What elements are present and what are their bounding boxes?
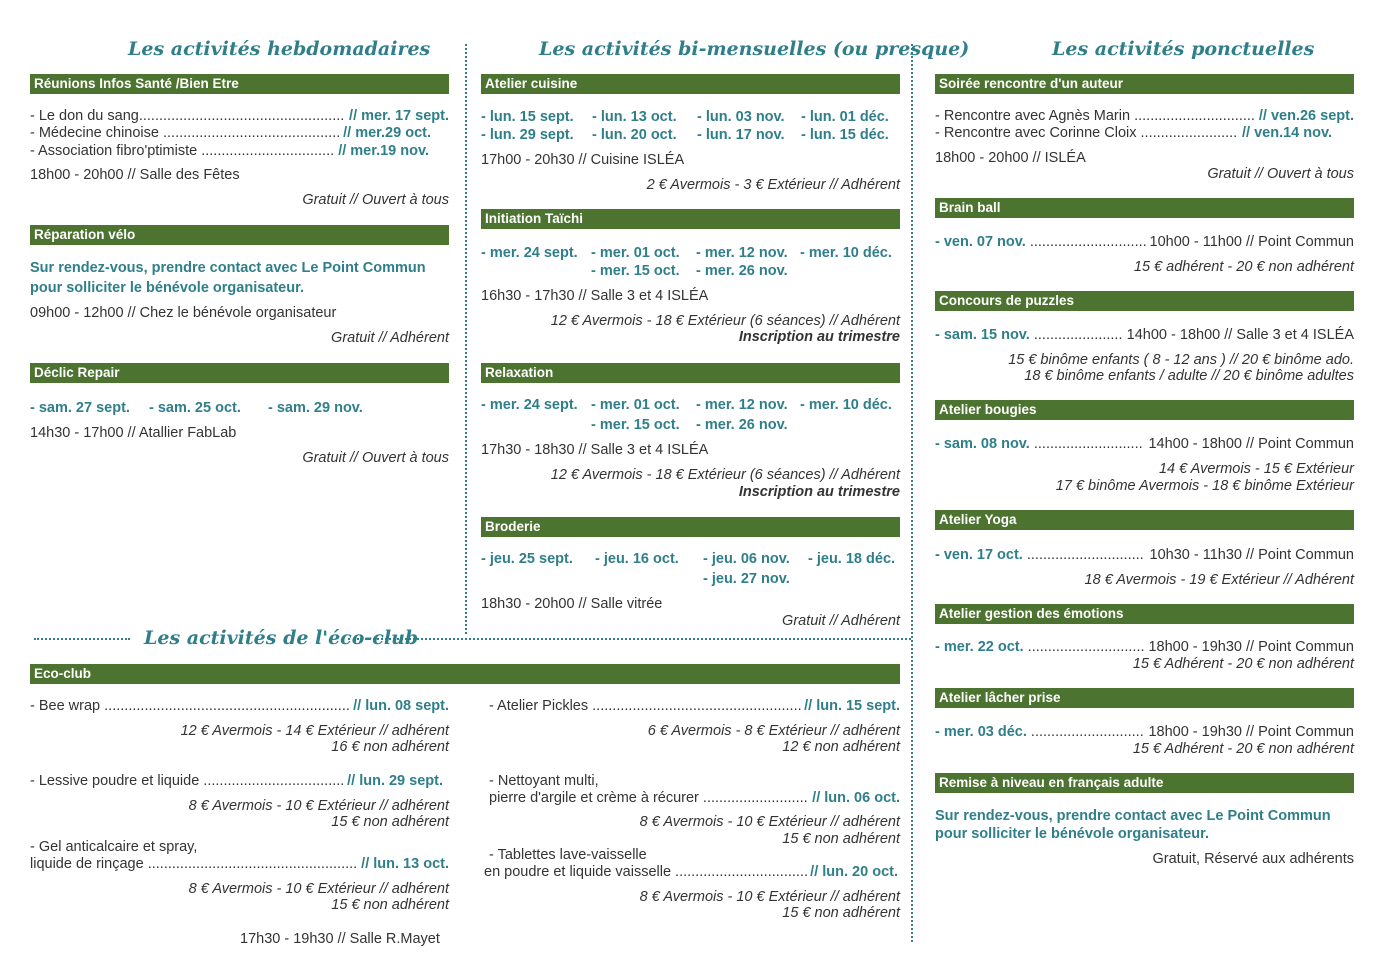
- yoga-row: - ven. 17 oct. ............................. 10h30 - 11h30 // Point Commun: [935, 547, 1354, 563]
- auteur-item-2: - Rencontre avec Corinne Cloix ........................ // ven.14 nov.: [935, 125, 1332, 141]
- bougies-price-1: 14 € Avermois - 15 € Extérieur: [1158, 461, 1354, 477]
- eco-price: 15 € non adhérent: [331, 897, 449, 913]
- yoga-header: Atelier Yoga: [935, 510, 1354, 530]
- eco-price: 12 € Avermois - 14 € Extérieur // adhérent: [180, 723, 449, 739]
- eco-price: 16 € non adhérent: [331, 739, 449, 755]
- eco-price: 12 € non adhérent: [782, 739, 900, 755]
- taichi-header: Initiation Taïchi: [481, 209, 900, 229]
- cuisine-date: - lun. 17 nov.: [697, 127, 785, 143]
- cuisine-date: - lun. 01 déc.: [801, 109, 889, 125]
- taichi-price: 12 € Avermois - 18 € Extérieur (6 séances) // Adhérent: [550, 313, 900, 329]
- sante-item-3: - Association fibro'ptimiste ................................. // mer.19 nov.: [30, 143, 429, 159]
- lacher-header: Atelier lâcher prise: [935, 688, 1354, 708]
- eco-item: - Bee wrap ............................................................. // lun. 08 sept.: [30, 698, 449, 714]
- bimonthly-title: Les activités bi-mensuelles (ou presque): [539, 38, 970, 60]
- emotions-row: - mer. 22 oct. ............................. 18h00 - 19h30 // Point Commun: [935, 639, 1354, 655]
- occasional-column: [935, 0, 1354, 880]
- relax-date: - mer. 24 sept.: [481, 397, 578, 413]
- ecoclub-title: Les activités de l'éco-club: [144, 627, 419, 649]
- eco-price: 8 € Avermois - 10 € Extérieur // adhérent: [188, 798, 449, 814]
- broderie-price: Gratuit // Adhérent: [782, 613, 900, 629]
- cuisine-date: - lun. 13 oct.: [592, 109, 677, 125]
- eco-item: liquide de rinçage .................................................... // lun. 13 oct.: [30, 856, 449, 872]
- cuisine-date: - lun. 15 déc.: [801, 127, 889, 143]
- francais-price: Gratuit, Réservé aux adhérents: [1152, 851, 1354, 867]
- sante-date-3: // mer.19 nov.: [338, 143, 429, 159]
- bougies-header: Atelier bougies: [935, 400, 1354, 420]
- broderie-header: Broderie: [481, 517, 900, 537]
- broderie-date: - jeu. 25 sept.: [481, 551, 573, 567]
- broderie-date: - jeu. 27 nov.: [703, 571, 790, 587]
- eco-price: 15 € non adhérent: [331, 814, 449, 830]
- relax-date: - mer. 10 déc.: [800, 397, 892, 413]
- sante-date-1: // mer. 17 sept.: [349, 108, 449, 124]
- relax-header: Relaxation: [481, 363, 900, 383]
- eco-price: 8 € Avermois - 10 € Extérieur // adhérent: [188, 881, 449, 897]
- eco-item: pierre d'argile et crème à récurer .......................... // lun. 06 oct.: [489, 790, 900, 806]
- velo-note-2: pour solliciter le bénévole organisateur.: [30, 280, 304, 296]
- auteur-price: Gratuit // Ouvert à tous: [1207, 166, 1354, 182]
- auteur-time: 18h00 - 20h00 // ISLÉA: [935, 150, 1086, 166]
- sante-item-1: - Le don du sang................................................... // mer. 17 sept.: [30, 108, 449, 124]
- francais-note-1: Sur rendez-vous, prendre contact avec Le Point Commun: [935, 808, 1331, 824]
- yoga-price: 18 € Avermois - 19 € Extérieur // Adhérent: [1084, 572, 1354, 588]
- eco-price: 6 € Avermois - 8 € Extérieur // adhérent: [647, 723, 900, 739]
- ecoclub-left: [30, 0, 449, 950]
- divider-col2-col3: [911, 44, 913, 942]
- declic-date-3: - sam. 29 nov.: [268, 400, 363, 416]
- auteur-item-1: - Rencontre avec Agnès Marin .............................. // ven.26 sept.: [935, 108, 1354, 124]
- cuisine-date: - lun. 29 sept.: [481, 127, 574, 143]
- taichi-date: - mer. 24 sept.: [481, 245, 578, 261]
- sante-price: Gratuit // Ouvert à tous: [302, 192, 449, 208]
- lacher-row: - mer. 03 déc. ............................ 18h00 - 19h30 // Point Commun: [935, 724, 1354, 740]
- brainball-header: Brain ball: [935, 198, 1354, 218]
- velo-note-1: Sur rendez-vous, prendre contact avec Le Point Commun: [30, 260, 426, 276]
- relax-date: - mer. 12 nov.: [696, 397, 788, 413]
- puzzles-header: Concours de puzzles: [935, 291, 1354, 311]
- relax-time: 17h30 - 18h30 // Salle 3 et 4 ISLÉA: [481, 442, 709, 458]
- cuisine-date: - lun. 15 sept.: [481, 109, 574, 125]
- eco-item: - Atelier Pickles .................................................... // lun. 15 sept.: [489, 698, 900, 714]
- eco-price: 8 € Avermois - 10 € Extérieur // adhérent: [639, 814, 900, 830]
- occasional-title: Les activités ponctuelles: [1052, 38, 1315, 60]
- cuisine-price: 2 € Avermois - 3 € Extérieur // Adhérent: [646, 177, 900, 193]
- velo-time: 09h00 - 12h00 // Chez le bénévole organisateur: [30, 305, 337, 321]
- lacher-price: 15 € Adhérent - 20 € non adhérent: [1132, 741, 1354, 757]
- sante-date-2: // mer.29 oct.: [343, 125, 431, 141]
- taichi-date: - mer. 15 oct.: [591, 263, 680, 279]
- ecoclub-header: Eco-club: [30, 664, 900, 684]
- sante-header: Réunions Infos Santé /Bien Etre: [30, 74, 449, 94]
- cuisine-time: 17h00 - 20h30 // Cuisine ISLÉA: [481, 152, 685, 168]
- relax-date: - mer. 26 nov.: [696, 417, 788, 433]
- puzzles-price-2: 18 € binôme enfants / adulte // 20 € binôme adultes: [1024, 368, 1354, 384]
- divider-col1-col2: [465, 44, 467, 634]
- eco-price: 8 € Avermois - 10 € Extérieur // adhérent: [639, 889, 900, 905]
- eco-price: 15 € non adhérent: [782, 905, 900, 921]
- relax-date: - mer. 01 oct.: [591, 397, 680, 413]
- taichi-date: - mer. 01 oct.: [591, 245, 680, 261]
- taichi-date: - mer. 26 nov.: [696, 263, 788, 279]
- eco-item-label: - Gel anticalcaire et spray,: [30, 839, 198, 855]
- brainball-row: - ven. 07 nov. ............................. 10h00 - 11h00 // Point Commun: [935, 234, 1354, 250]
- eco-item-label: - Tablettes lave-vaisselle: [489, 847, 647, 863]
- eco-item: - Lessive poudre et liquide ................................... // lun. 29 sept.: [30, 773, 443, 789]
- eco-price: 15 € non adhérent: [782, 831, 900, 847]
- declic-price: Gratuit // Ouvert à tous: [302, 450, 449, 466]
- eco-item: en poudre et liquide vaisselle ................................. // lun. 20 oct.: [484, 864, 898, 880]
- relax-date: - mer. 15 oct.: [591, 417, 680, 433]
- francais-header: Remise à niveau en français adulte: [935, 773, 1354, 793]
- cuisine-header: Atelier cuisine: [481, 74, 900, 94]
- broderie-date: - jeu. 18 déc.: [808, 551, 896, 567]
- taichi-date: - mer. 10 déc.: [800, 245, 892, 261]
- sante-time: 18h00 - 20h00 // Salle des Fêtes: [30, 167, 240, 183]
- weekly-title: Les activités hebdomadaires: [128, 38, 431, 60]
- velo-header: Réparation vélo: [30, 225, 449, 245]
- eco-time: 17h30 - 19h30 // Salle R.Mayet: [240, 931, 440, 947]
- eco-item-label: - Nettoyant multi,: [489, 773, 599, 789]
- declic-time: 14h30 - 17h00 // Atallier FabLab: [30, 425, 237, 441]
- taichi-time: 16h30 - 17h30 // Salle 3 et 4 ISLÉA: [481, 288, 709, 304]
- bougies-row: - sam. 08 nov. ........................... 14h00 - 18h00 // Point Commun: [935, 436, 1354, 452]
- puzzles-row: - sam. 15 nov. ...................... 14h00 - 18h00 // Salle 3 et 4 ISLÉA: [935, 327, 1354, 343]
- bougies-price-2: 17 € binôme Avermois - 18 € binôme Extérieur: [1055, 478, 1354, 494]
- francais-note-2: pour solliciter le bénévole organisateur.: [935, 826, 1209, 842]
- ecoclub-right: [481, 0, 900, 950]
- puzzles-price-1: 15 € binôme enfants ( 8 - 12 ans ) // 20 € binôme ado.: [1008, 352, 1354, 368]
- broderie-date: - jeu. 16 oct.: [595, 551, 679, 567]
- relax-price: 12 € Avermois - 18 € Extérieur (6 séances) // Adhérent: [550, 467, 900, 483]
- declic-date-2: - sam. 25 oct.: [149, 400, 241, 416]
- relax-inscription: Inscription au trimestre: [738, 484, 900, 500]
- velo-price: Gratuit // Adhérent: [331, 330, 449, 346]
- taichi-date: - mer. 12 nov.: [696, 245, 788, 261]
- sante-item-2: - Médecine chinoise ............................................ // mer.29 oct.: [30, 125, 431, 141]
- brainball-price: 15 € adhérent - 20 € non adhérent: [1133, 259, 1354, 275]
- declic-header: Déclic Repair: [30, 363, 449, 383]
- cuisine-date: - lun. 20 oct.: [592, 127, 677, 143]
- auteur-header: Soirée rencontre d'un auteur: [935, 74, 1354, 94]
- cuisine-date: - lun. 03 nov.: [697, 109, 785, 125]
- emotions-price: 15 € Adhérent - 20 € non adhérent: [1132, 656, 1354, 672]
- emotions-header: Atelier gestion des émotions: [935, 604, 1354, 624]
- declic-date-1: - sam. 27 sept.: [30, 400, 130, 416]
- broderie-time: 18h30 - 20h00 // Salle vitrée: [481, 596, 663, 612]
- taichi-inscription: Inscription au trimestre: [738, 329, 900, 345]
- broderie-date: - jeu. 06 nov.: [703, 551, 790, 567]
